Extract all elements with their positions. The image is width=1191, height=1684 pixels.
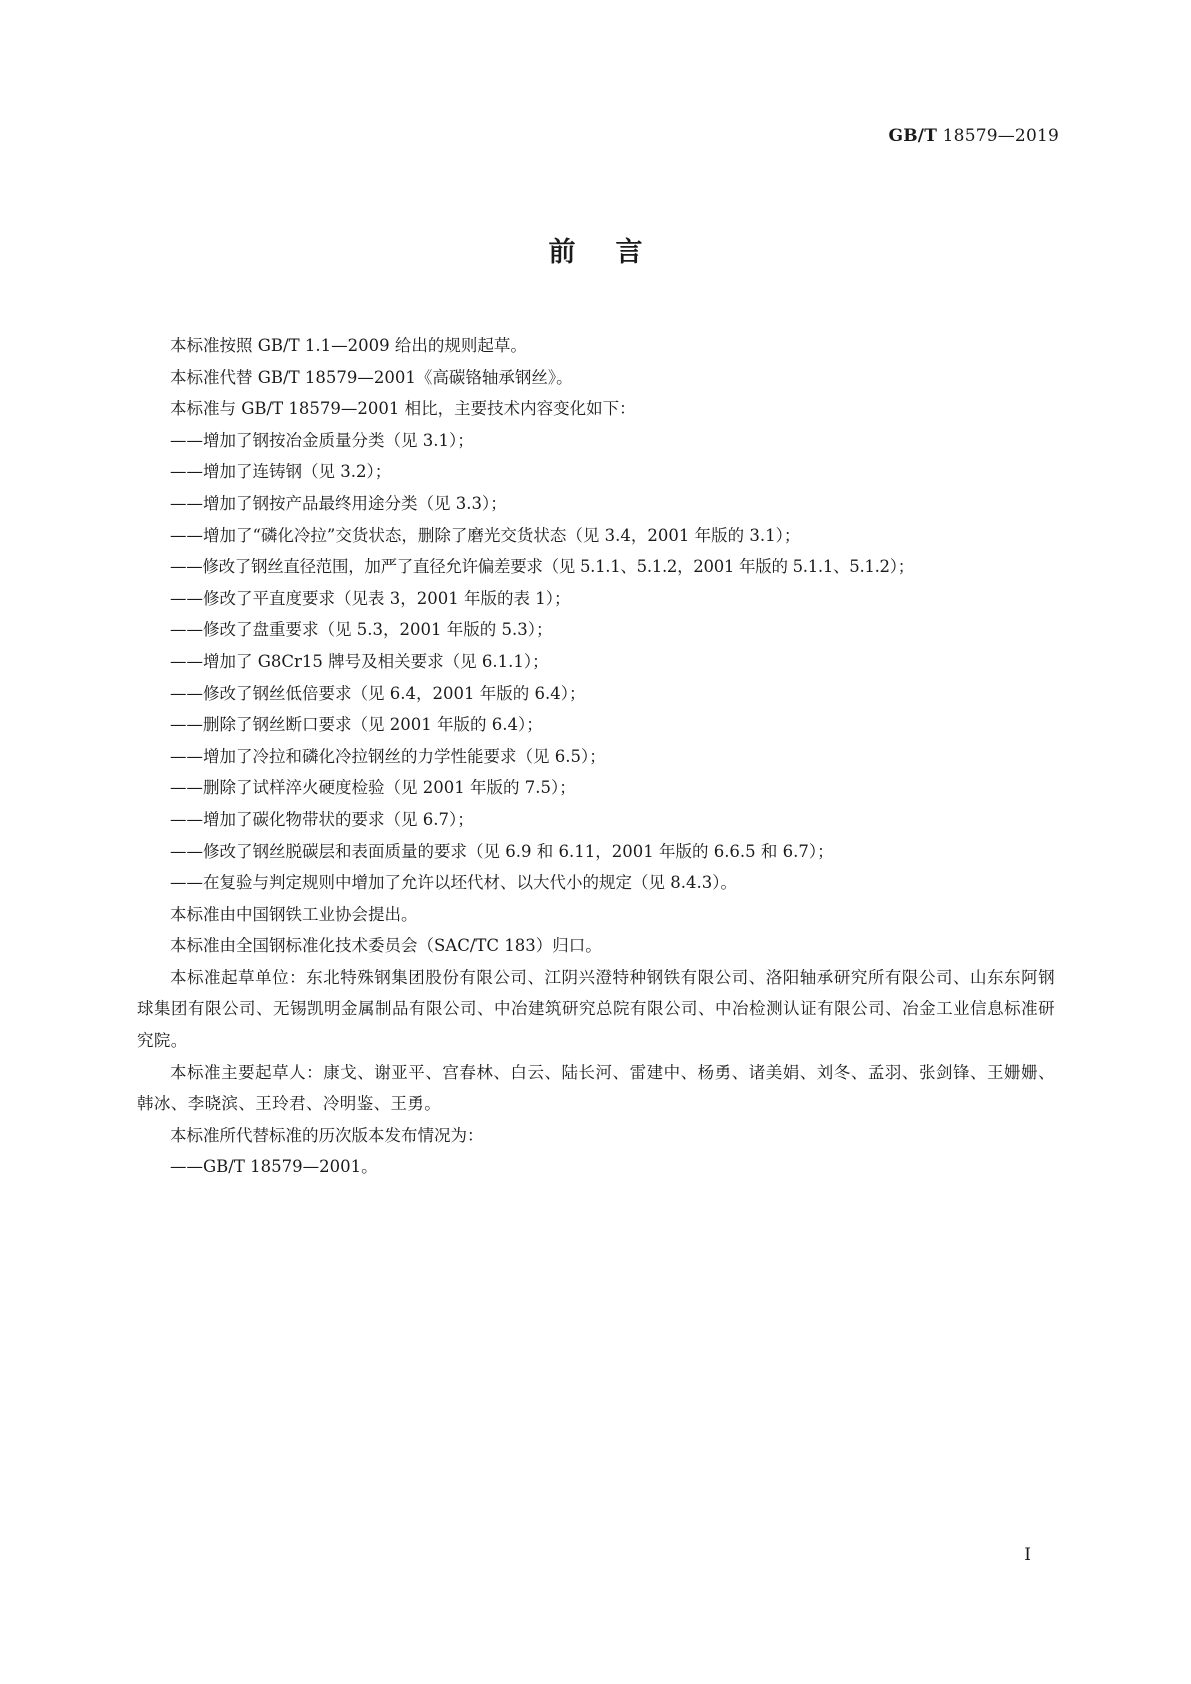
change-item: ——增加了连铸钢（见 3.2）；	[170, 462, 392, 482]
page-title: 前言	[548, 237, 683, 268]
paragraph-drafters: 本标准主要起草人：康戈、谢亚平、宫春林、白云、陆长河、雷建中、杨勇、诸美娟、刘冬、孟羽、张剑锋、王姗姗、韩冰、李晓滨、王玲君、冷明鉴、王勇。	[137, 1062, 1055, 1114]
change-item: ——增加了钢按冶金质量分类（见 3.1）；	[170, 430, 474, 450]
change-item: ——修改了钢丝脱碳层和表面质量的要求（见 6.9 和 6.11，2001 年版的 6.6.5 和 6.7）；	[170, 841, 834, 861]
page-number: I	[1024, 1545, 1031, 1565]
history-item: ——GB/T 18579—2001。	[170, 1157, 378, 1177]
change-item: ——修改了盘重要求（见 5.3，2001 年版的 5.3）；	[170, 620, 553, 640]
change-item: ——增加了碳化物带状的要求（见 6.7）；	[170, 809, 474, 829]
change-item: ——修改了平直度要求（见表 3，2001 年版的表 1）；	[170, 588, 571, 608]
paragraph-replaces: 本标准代替 GB/T 18579—2001《高碳铬轴承钢丝》。	[170, 367, 573, 387]
change-item: ——增加了 G8Cr15 牌号及相关要求（见 6.1.1）；	[170, 651, 549, 671]
paragraph-committee: 本标准由全国钢标准化技术委员会（SAC/TC 183）归口。	[170, 936, 602, 956]
paragraph-history-intro: 本标准所代替标准的历次版本发布情况为：	[170, 1125, 484, 1145]
change-item: ——修改了钢丝直径范围，加严了直径允许偏差要求（见 5.1.1、5.1.2，2001 年版的 5.1.1、5.1.2）；	[170, 557, 914, 577]
change-item: ——增加了“磷化冷拉”交货状态，删除了磨光交货状态（见 3.4，2001 年版的 3.1）；	[170, 525, 801, 545]
paragraph-changes-intro: 本标准与 GB/T 18579—2001 相比，主要技术内容变化如下：	[170, 399, 636, 419]
change-item: ——在复验与判定规则中增加了允许以坯代材、以大代小的规定（见 8.4.3）。	[170, 873, 737, 893]
change-item: ——修改了钢丝低倍要求（见 6.4，2001 年版的 6.4）；	[170, 683, 586, 703]
change-item: ——删除了试样淬火硬度检验（见 2001 年版的 7.5）；	[170, 778, 576, 798]
paragraph-drafting-units: 本标准起草单位：东北特殊钢集团股份有限公司、江阴兴澄特种钢铁有限公司、洛阳轴承研究所有限公司、山东东阿钢球集团有限公司、无锡凯明金属制品有限公司、中冶建筑研究总院有限公司、中冶检测认证有限公司、冶金工业信息标准研究院。	[137, 967, 1055, 1051]
standard-code-number: 18579—2019	[942, 126, 1059, 146]
paragraph-drafting-rules: 本标准按照 GB/T 1.1—2009 给出的规则起草。	[170, 336, 527, 355]
change-item: ——增加了冷拉和磷化冷拉钢丝的力学性能要求（见 6.5）；	[170, 746, 606, 766]
change-item: ——增加了钢按产品最终用途分类（见 3.3）；	[170, 493, 507, 513]
foreword-body	[137, 330, 1055, 1183]
change-item: ——删除了钢丝断口要求（见 2001 年版的 6.4）；	[170, 715, 543, 735]
standard-code-prefix: GB/T	[888, 126, 938, 146]
standard-code	[889, 126, 1060, 146]
paragraph-proposer: 本标准由中国钢铁工业协会提出。	[170, 904, 418, 924]
